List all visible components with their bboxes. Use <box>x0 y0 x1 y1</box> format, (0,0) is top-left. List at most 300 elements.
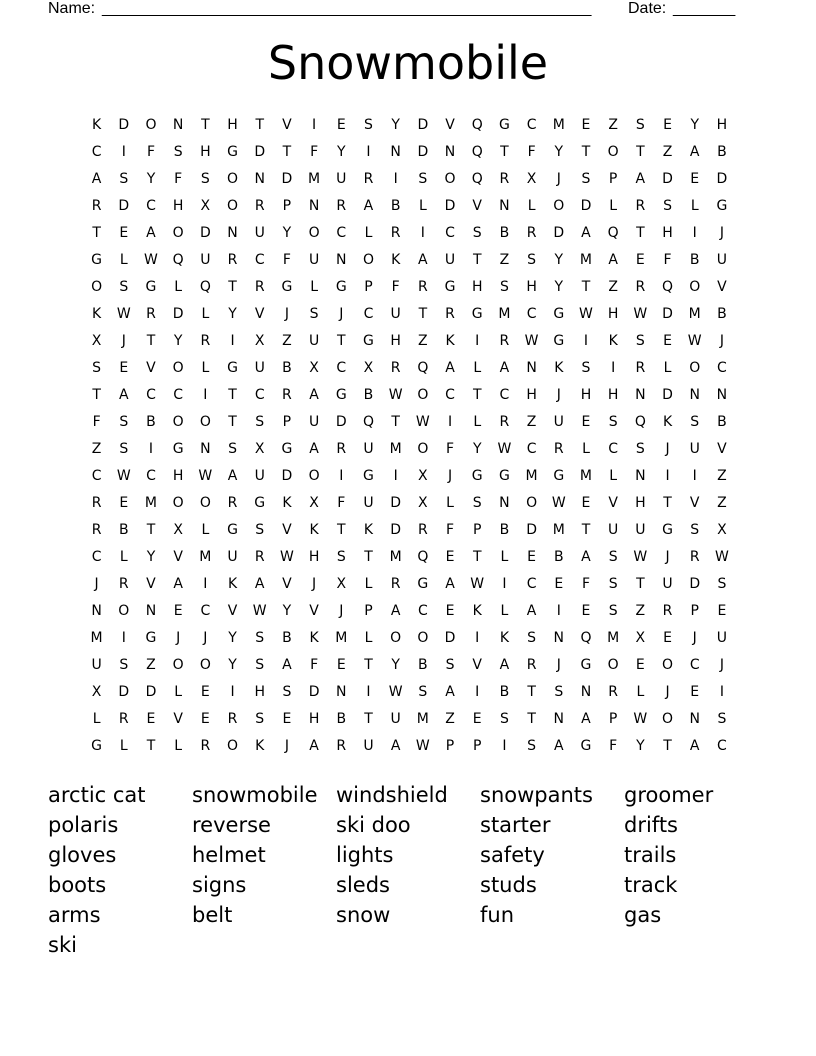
grid-letter[interactable]: N <box>689 387 700 403</box>
grid-letter[interactable]: A <box>118 387 129 403</box>
grid-letter[interactable]: S <box>608 549 618 565</box>
grid-letter[interactable]: N <box>254 171 265 187</box>
grid-letter[interactable]: M <box>90 630 103 646</box>
grid-letter[interactable]: J <box>665 549 670 565</box>
grid-letter[interactable]: D <box>390 522 402 538</box>
grid-letter[interactable]: A <box>445 684 455 700</box>
grid-letter[interactable]: Q <box>662 279 674 295</box>
grid-letter[interactable]: Z <box>499 252 510 268</box>
grid-letter[interactable]: T <box>228 279 237 295</box>
grid-letter[interactable]: Y <box>228 657 237 673</box>
grid-letter[interactable]: R <box>526 225 537 241</box>
grid-letter[interactable]: O <box>227 738 239 754</box>
grid-letter[interactable]: T <box>581 279 591 295</box>
grid-letter[interactable]: A <box>689 144 700 160</box>
grid-letter[interactable]: S <box>445 657 455 673</box>
grid-letter[interactable]: S <box>608 414 618 430</box>
grid-letter[interactable]: S <box>255 657 265 673</box>
grid-letter[interactable]: K <box>309 630 319 646</box>
grid-letter[interactable]: U <box>363 495 374 511</box>
grid-letter[interactable]: H <box>200 144 211 160</box>
grid-letter[interactable]: O <box>662 657 674 673</box>
grid-letter[interactable]: R <box>553 441 564 457</box>
grid-letter[interactable]: I <box>556 603 561 619</box>
grid-letter[interactable]: G <box>281 279 293 295</box>
grid-letter[interactable]: T <box>228 414 237 430</box>
grid-letter[interactable]: N <box>635 468 646 484</box>
grid-letter[interactable]: O <box>227 171 239 187</box>
grid-letter[interactable]: R <box>282 387 292 403</box>
grid-letter[interactable]: J <box>121 333 126 349</box>
grid-letter[interactable]: Y <box>173 333 183 349</box>
grid-letter[interactable]: O <box>308 225 320 241</box>
grid-letter[interactable]: A <box>309 441 319 457</box>
grid-letter[interactable]: Q <box>634 414 646 430</box>
grid-letter[interactable]: Y <box>391 657 400 673</box>
grid-letter[interactable]: A <box>526 603 537 619</box>
grid-letter[interactable]: G <box>363 333 374 349</box>
grid-letter[interactable]: S <box>608 576 618 592</box>
grid-letter[interactable]: A <box>635 171 646 187</box>
grid-letter[interactable]: L <box>174 279 183 295</box>
grid-letter[interactable]: I <box>312 117 317 133</box>
grid-letter[interactable]: X <box>173 522 183 538</box>
grid-letter[interactable]: F <box>174 171 183 187</box>
grid-letter[interactable]: B <box>146 414 156 430</box>
grid-letter[interactable]: R <box>254 198 265 214</box>
grid-letter[interactable]: C <box>91 144 102 160</box>
grid-letter[interactable]: O <box>118 603 130 619</box>
grid-letter[interactable]: L <box>609 468 618 484</box>
grid-letter[interactable]: T <box>92 387 101 403</box>
grid-letter[interactable]: N <box>553 711 565 727</box>
grid-letter[interactable]: F <box>282 252 291 268</box>
grid-letter[interactable]: R <box>445 306 455 322</box>
grid-letter[interactable]: O <box>172 225 184 241</box>
grid-letter[interactable]: Y <box>337 144 346 160</box>
grid-letter[interactable]: I <box>121 630 126 646</box>
grid-letter[interactable]: Q <box>199 279 211 295</box>
grid-letter[interactable]: I <box>692 225 697 241</box>
grid-letter[interactable]: E <box>472 711 482 727</box>
grid-letter[interactable]: C <box>526 306 537 322</box>
grid-letter[interactable]: T <box>636 225 645 241</box>
grid-letter[interactable]: X <box>309 360 319 376</box>
grid-letter[interactable]: O <box>417 387 429 403</box>
grid-letter[interactable]: K <box>282 495 292 511</box>
grid-letter[interactable]: C <box>91 549 102 565</box>
grid-letter[interactable]: L <box>174 684 183 700</box>
grid-letter[interactable]: K <box>554 360 564 376</box>
grid-letter[interactable]: L <box>473 414 482 430</box>
grid-letter[interactable]: B <box>390 198 401 214</box>
grid-letter[interactable]: V <box>689 495 700 511</box>
grid-letter[interactable]: I <box>203 387 208 403</box>
grid-letter[interactable]: E <box>581 117 591 133</box>
grid-letter[interactable]: N <box>200 441 211 457</box>
grid-letter[interactable]: J <box>284 738 289 754</box>
grid-letter[interactable]: I <box>393 171 398 187</box>
grid-letter[interactable]: P <box>690 603 699 619</box>
grid-letter[interactable]: W <box>633 711 648 727</box>
grid-letter[interactable]: I <box>475 333 480 349</box>
grid-letter[interactable]: P <box>364 279 373 295</box>
grid-letter[interactable]: G <box>498 468 510 484</box>
grid-letter[interactable]: D <box>335 414 347 430</box>
grid-letter[interactable]: Z <box>608 279 618 295</box>
grid-letter[interactable]: C <box>417 603 428 619</box>
grid-letter[interactable]: O <box>662 711 674 727</box>
grid-letter[interactable]: U <box>553 414 564 430</box>
grid-letter[interactable]: A <box>418 252 428 268</box>
grid-letter[interactable]: U <box>444 252 456 268</box>
grid-letter[interactable]: H <box>308 711 320 727</box>
grid-letter[interactable]: Y <box>554 252 564 268</box>
grid-letter[interactable]: S <box>635 117 645 133</box>
grid-letter[interactable]: W <box>388 684 403 700</box>
grid-letter[interactable]: U <box>308 333 320 349</box>
grid-letter[interactable]: U <box>227 549 238 565</box>
grid-letter[interactable]: U <box>662 576 673 592</box>
grid-letter[interactable]: C <box>146 198 156 214</box>
grid-letter[interactable]: D <box>390 495 402 511</box>
grid-letter[interactable]: K <box>227 576 238 592</box>
grid-letter[interactable]: V <box>445 117 455 133</box>
grid-letter[interactable]: A <box>254 576 265 592</box>
grid-letter[interactable]: I <box>366 144 371 160</box>
grid-letter[interactable]: R <box>499 171 510 187</box>
grid-letter[interactable]: H <box>607 387 619 403</box>
grid-letter[interactable]: P <box>282 198 292 214</box>
grid-letter[interactable]: G <box>553 468 565 484</box>
grid-letter[interactable]: S <box>255 414 265 430</box>
grid-letter[interactable]: B <box>689 252 700 268</box>
grid-letter[interactable]: A <box>390 603 401 619</box>
grid-letter[interactable]: O <box>199 414 211 430</box>
grid-letter[interactable]: R <box>608 684 619 700</box>
grid-letter[interactable]: R <box>336 441 347 457</box>
grid-letter[interactable]: L <box>609 198 618 214</box>
grid-letter[interactable]: Y <box>636 738 645 754</box>
grid-letter[interactable]: T <box>527 684 536 700</box>
grid-letter[interactable]: Z <box>635 603 646 619</box>
grid-letter[interactable]: W <box>116 468 131 484</box>
grid-letter[interactable]: R <box>227 252 238 268</box>
grid-letter[interactable]: G <box>227 522 238 538</box>
grid-letter[interactable]: T <box>364 657 373 673</box>
grid-letter[interactable]: A <box>445 360 455 376</box>
grid-letter[interactable]: A <box>581 225 591 241</box>
grid-letter[interactable]: C <box>445 387 455 403</box>
grid-letter[interactable]: J <box>556 171 561 187</box>
grid-letter[interactable]: A <box>309 738 319 754</box>
grid-letter[interactable]: B <box>499 522 510 538</box>
grid-letter[interactable]: D <box>254 144 266 160</box>
grid-letter[interactable]: M <box>199 549 212 565</box>
grid-letter[interactable]: B <box>553 549 564 565</box>
grid-letter[interactable]: G <box>553 333 565 349</box>
grid-letter[interactable]: L <box>201 522 210 538</box>
grid-letter[interactable]: F <box>609 738 618 754</box>
grid-letter[interactable]: K <box>608 333 618 349</box>
grid-letter[interactable]: B <box>499 684 510 700</box>
grid-letter[interactable]: U <box>716 630 728 646</box>
grid-letter[interactable]: D <box>662 387 673 403</box>
grid-letter[interactable]: J <box>556 387 561 403</box>
grid-letter[interactable]: E <box>581 603 591 619</box>
grid-letter[interactable]: D <box>281 468 293 484</box>
grid-letter[interactable]: H <box>716 117 728 133</box>
grid-letter[interactable]: W <box>470 576 485 592</box>
grid-letter[interactable]: G <box>716 198 728 214</box>
grid-letter[interactable]: S <box>527 630 537 646</box>
grid-letter[interactable]: N <box>227 225 238 241</box>
grid-letter[interactable]: N <box>145 603 157 619</box>
grid-letter[interactable]: P <box>608 171 618 187</box>
grid-letter[interactable]: W <box>415 414 430 430</box>
grid-letter[interactable]: O <box>91 279 103 295</box>
grid-letter[interactable]: A <box>173 576 183 592</box>
grid-letter[interactable]: C <box>717 738 727 754</box>
grid-letter[interactable]: D <box>118 198 130 214</box>
grid-letter[interactable]: G <box>227 360 238 376</box>
grid-letter[interactable]: J <box>719 333 724 349</box>
grid-letter[interactable]: U <box>308 414 320 430</box>
grid-letter[interactable]: S <box>92 360 102 376</box>
grid-letter[interactable]: Y <box>282 225 292 241</box>
grid-letter[interactable]: L <box>527 198 536 214</box>
grid-letter[interactable]: I <box>148 441 154 457</box>
grid-letter[interactable]: G <box>498 117 510 133</box>
grid-letter[interactable]: H <box>227 117 238 133</box>
grid-letter[interactable]: L <box>310 279 318 295</box>
grid-letter[interactable]: U <box>390 306 401 322</box>
grid-letter[interactable]: E <box>336 657 346 673</box>
grid-letter[interactable]: M <box>552 522 565 538</box>
grid-letter[interactable]: C <box>445 225 455 241</box>
grid-letter[interactable]: P <box>364 603 373 619</box>
grid-letter[interactable]: Q <box>471 117 483 133</box>
grid-letter[interactable]: E <box>635 657 645 673</box>
grid-letter[interactable]: Y <box>554 144 564 160</box>
grid-letter[interactable]: E <box>527 549 537 565</box>
grid-letter[interactable]: J <box>719 657 724 673</box>
grid-letter[interactable]: R <box>635 279 646 295</box>
grid-letter[interactable]: S <box>173 144 183 160</box>
grid-letter[interactable]: G <box>145 279 157 295</box>
grid-letter[interactable]: R <box>200 333 211 349</box>
grid-letter[interactable]: B <box>363 387 374 403</box>
grid-letter[interactable]: S <box>255 630 265 646</box>
grid-letter[interactable]: Y <box>391 117 400 133</box>
grid-letter[interactable]: S <box>119 657 129 673</box>
grid-letter[interactable]: S <box>119 279 129 295</box>
grid-letter[interactable]: D <box>417 144 429 160</box>
grid-letter[interactable]: X <box>91 333 102 349</box>
grid-letter[interactable]: A <box>581 549 591 565</box>
grid-letter[interactable]: G <box>281 441 293 457</box>
grid-letter[interactable]: E <box>200 711 210 727</box>
grid-letter[interactable]: L <box>663 360 672 376</box>
grid-letter[interactable]: I <box>502 738 507 754</box>
grid-letter[interactable]: A <box>282 657 292 673</box>
grid-letter[interactable]: W <box>198 468 213 484</box>
grid-letter[interactable]: O <box>172 657 184 673</box>
grid-letter[interactable]: T <box>201 117 210 133</box>
grid-letter[interactable]: J <box>176 630 181 646</box>
grid-letter[interactable]: R <box>118 576 129 592</box>
grid-letter[interactable]: E <box>690 171 700 187</box>
grid-letter[interactable]: O <box>308 468 320 484</box>
grid-letter[interactable]: T <box>228 387 237 403</box>
grid-letter[interactable]: G <box>335 279 347 295</box>
grid-letter[interactable]: O <box>444 171 456 187</box>
grid-letter[interactable]: J <box>447 468 453 484</box>
grid-letter[interactable]: O <box>607 657 619 673</box>
grid-letter[interactable]: D <box>444 198 456 214</box>
grid-letter[interactable]: C <box>91 468 102 484</box>
grid-letter[interactable]: U <box>254 360 265 376</box>
grid-letter[interactable]: X <box>418 468 428 484</box>
grid-letter[interactable]: I <box>339 468 344 484</box>
grid-letter[interactable]: O <box>172 360 184 376</box>
grid-letter[interactable]: W <box>388 387 403 403</box>
grid-letter[interactable]: O <box>172 495 184 511</box>
grid-letter[interactable]: H <box>635 495 646 511</box>
grid-letter[interactable]: R <box>417 522 428 538</box>
grid-letter[interactable]: V <box>282 117 292 133</box>
grid-letter[interactable]: S <box>309 306 319 322</box>
grid-letter[interactable]: A <box>581 711 591 727</box>
grid-letter[interactable]: S <box>527 252 537 268</box>
grid-letter[interactable]: A <box>91 171 102 187</box>
grid-letter[interactable]: M <box>416 711 429 727</box>
grid-letter[interactable]: R <box>118 711 129 727</box>
grid-letter[interactable]: A <box>227 468 238 484</box>
grid-letter[interactable]: U <box>716 252 728 268</box>
grid-letter[interactable]: J <box>719 225 724 241</box>
grid-letter[interactable]: A <box>689 738 700 754</box>
grid-letter[interactable]: O <box>417 630 429 646</box>
grid-letter[interactable]: O <box>607 144 619 160</box>
grid-letter[interactable]: F <box>337 495 346 511</box>
grid-letter[interactable]: T <box>472 549 482 565</box>
grid-letter[interactable]: S <box>472 495 482 511</box>
grid-letter[interactable]: J <box>339 603 344 619</box>
grid-letter[interactable]: D <box>118 117 130 133</box>
grid-letter[interactable]: O <box>172 414 184 430</box>
grid-letter[interactable]: U <box>336 171 347 187</box>
grid-letter[interactable]: Y <box>146 549 156 565</box>
grid-letter[interactable]: G <box>227 144 238 160</box>
grid-letter[interactable]: R <box>146 306 156 322</box>
grid-letter[interactable]: R <box>363 171 374 187</box>
grid-letter[interactable]: A <box>499 657 510 673</box>
grid-letter[interactable]: W <box>633 306 648 322</box>
grid-letter[interactable]: V <box>472 657 482 673</box>
grid-letter[interactable]: O <box>390 630 402 646</box>
grid-letter[interactable]: H <box>172 198 184 214</box>
grid-letter[interactable]: S <box>635 441 645 457</box>
grid-letter[interactable]: S <box>418 684 428 700</box>
grid-letter[interactable]: S <box>364 117 373 133</box>
grid-letter[interactable]: S <box>663 198 672 214</box>
grid-letter[interactable]: Y <box>282 603 292 619</box>
grid-letter[interactable]: X <box>200 198 211 214</box>
grid-letter[interactable]: A <box>445 576 455 592</box>
grid-letter[interactable]: O <box>199 495 211 511</box>
grid-letter[interactable]: T <box>255 117 264 133</box>
grid-letter[interactable]: E <box>173 603 183 619</box>
grid-letter[interactable]: E <box>445 603 455 619</box>
grid-letter[interactable]: D <box>308 684 320 700</box>
grid-letter[interactable]: O <box>526 495 538 511</box>
grid-letter[interactable]: C <box>608 441 619 457</box>
grid-letter[interactable]: N <box>444 144 456 160</box>
grid-letter[interactable]: B <box>717 414 727 430</box>
grid-letter[interactable]: V <box>608 495 618 511</box>
grid-letter[interactable]: V <box>173 711 183 727</box>
grid-letter[interactable]: T <box>364 711 373 727</box>
grid-letter[interactable]: E <box>119 360 129 376</box>
grid-letter[interactable]: W <box>714 549 729 565</box>
grid-letter[interactable]: S <box>200 171 210 187</box>
grid-letter[interactable]: E <box>663 333 672 349</box>
grid-letter[interactable]: T <box>337 522 346 538</box>
grid-letter[interactable]: F <box>446 522 455 538</box>
grid-letter[interactable]: V <box>472 198 482 214</box>
grid-letter[interactable]: I <box>475 630 480 646</box>
grid-letter[interactable]: M <box>579 468 593 484</box>
grid-letter[interactable]: S <box>554 684 564 700</box>
grid-letter[interactable]: V <box>254 306 265 322</box>
grid-letter[interactable]: Z <box>717 468 727 484</box>
grid-letter[interactable]: G <box>91 252 103 268</box>
grid-letter[interactable]: T <box>146 738 156 754</box>
grid-letter[interactable]: K <box>309 522 319 538</box>
grid-letter[interactable]: B <box>282 630 292 646</box>
grid-letter[interactable]: Y <box>554 279 564 295</box>
grid-letter[interactable]: L <box>119 549 128 565</box>
grid-letter[interactable]: Q <box>471 171 483 187</box>
grid-letter[interactable]: R <box>390 576 401 592</box>
grid-letter[interactable]: T <box>472 387 482 403</box>
grid-letter[interactable]: D <box>580 198 592 214</box>
grid-letter[interactable]: C <box>717 360 727 376</box>
grid-letter[interactable]: E <box>445 549 455 565</box>
name-field-line[interactable]: _______________________________________________________ <box>102 0 592 17</box>
grid-letter[interactable]: L <box>92 711 101 727</box>
grid-letter[interactable]: I <box>366 684 371 700</box>
grid-letter[interactable]: W <box>687 333 702 349</box>
grid-letter[interactable]: H <box>390 333 401 349</box>
grid-letter[interactable]: I <box>583 333 589 349</box>
grid-letter[interactable]: K <box>662 414 673 430</box>
grid-letter[interactable]: C <box>146 468 156 484</box>
grid-letter[interactable]: A <box>608 252 618 268</box>
grid-letter[interactable]: F <box>663 252 672 268</box>
grid-letter[interactable]: I <box>393 468 398 484</box>
grid-letter[interactable]: A <box>390 738 401 754</box>
grid-letter[interactable]: L <box>636 684 645 700</box>
grid-letter[interactable]: F <box>581 576 590 592</box>
grid-letter[interactable]: H <box>580 387 592 403</box>
grid-letter[interactable]: V <box>282 576 292 592</box>
grid-letter[interactable]: D <box>553 225 565 241</box>
grid-letter[interactable]: M <box>579 252 593 268</box>
grid-letter[interactable]: O <box>199 657 211 673</box>
grid-letter[interactable]: Z <box>146 657 156 673</box>
